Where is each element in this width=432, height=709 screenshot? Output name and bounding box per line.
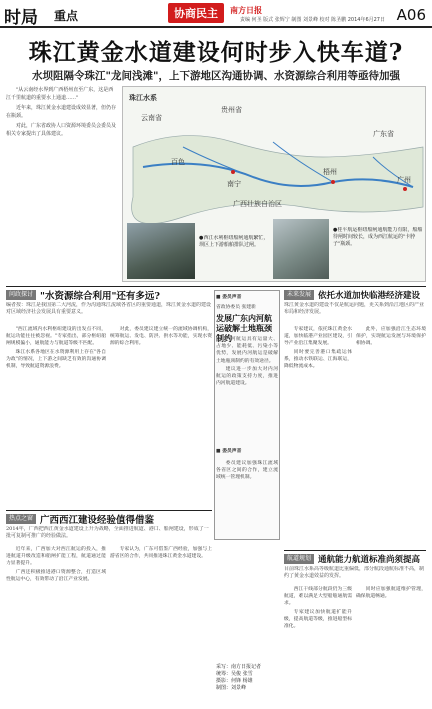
section4-body-col1: [284, 586, 352, 704]
body-paragraph: 广西还积极推进港口资源整合，打造区域性航运中心，有效带动了沿江产业发展。: [6, 569, 106, 582]
dam-photo: [127, 223, 195, 279]
section2-title: 广西西江建设经验值得借鉴: [40, 514, 155, 526]
section2-intro: 2014年，广西把西江黄金水道建设上升为战略，全面推进航道、港口、船闸建设，形成了一批可复制可推广的经验做法。: [6, 526, 209, 539]
body-paragraph: 内河航运具有运量大、占地少、能耗低、污染小等优势，发展内河航运是破解土地瓶颈制约的有效途径。: [216, 337, 278, 364]
lead-paragraph: 近年来，珠江黄金水道建设成效显著，但仍存在瓶颈。: [6, 105, 117, 119]
section4-intro: 目前珠江水系高等级航道比重偏低，部分航段通航标准不高，制约了黄金水道效益的发挥。: [284, 566, 425, 579]
main-headline: 珠江黄金水道建设何时步入快车道?: [28, 39, 404, 66]
body-paragraph: 专家建议，依托珠江黄金水道，加快临港产业园区建设，引导产业沿江集聚发展。: [284, 327, 352, 347]
section2-body-col2: [110, 546, 212, 704]
section1-tag: 问政探讨: [6, 290, 36, 300]
photo-caption-left: ●西江水利枢纽船闸通航繁忙，坝区上下游船舶排队过闸。: [199, 235, 269, 248]
map-label-guizhou: 贵州省: [221, 106, 242, 114]
map-legend-title: 珠江水系: [129, 93, 157, 102]
sidebar-body: [216, 336, 278, 444]
body-paragraph: 同时应加强航道维护管理，确保航道畅通。: [356, 587, 426, 600]
section3-title: 依托水道加快临港经济建设: [318, 290, 421, 301]
sidebar-heading: ■ 委员声音: [216, 294, 242, 300]
map-label-baise: 百色: [171, 158, 185, 166]
section2-heading: [6, 513, 154, 524]
section-name: 时局: [4, 8, 38, 28]
section4-body-col2: [356, 586, 426, 704]
lead-paragraph: 对此，广东省政协人口资源环境委员会委员及相关专家提出了具体建议。: [6, 123, 117, 137]
lead-column: [6, 86, 118, 282]
map-label-yunnan: 云南省: [141, 114, 162, 122]
section1-heading: [6, 289, 160, 300]
body-paragraph: 同时要完善港口集疏运体系，推动水铁联运、江海联运，降低物流成本。: [284, 349, 352, 370]
section3-tag: 未来发展: [284, 290, 314, 300]
column-badge: 协商民主: [168, 3, 224, 23]
section1-body-col1: [6, 326, 106, 508]
photo-caption-right: ●桂平航运枢纽船闸通航能力有限，船舶待闸时间较长，成为西江航运的"卡脖子"瓶颈。: [333, 227, 423, 247]
newspaper-logo: 南方日报: [230, 5, 262, 15]
sidebar-heading-2: ■ 委员声音: [216, 448, 242, 454]
page-meta: 责编 何圣 版式 张辉宁 制图 刘景峰 校对 陈圣鹏 2014年6月27日: [240, 17, 385, 23]
section1-title: "水资源综合利用"还有多远?: [40, 290, 160, 302]
credit-line: 采写：南方日报记者: [216, 664, 262, 670]
section1-intro: 编者按：珠江是我国第二大河流，作为沟通珠江流域各省区的重要通道，珠江黄金水道的建设对区域经济社会发展具有重要意义。: [6, 302, 212, 315]
body-paragraph: 西江干线部分航段仍为三级航道，难以满足大型船舶通航需求。: [284, 587, 352, 607]
body-paragraph: 此外，应加强沿江生态环境保护，实现航运发展与环境保护相协调。: [356, 327, 426, 347]
section3-intro: 珠江黄金水道的建设不仅是航运问题，更关系到沿江地区的产业布局和经济发展。: [284, 302, 425, 315]
body-paragraph: 近年来，广西加大对西江航运的投入，推进航道升级改造和船闸扩能工程，航道通过能力显著提升。: [6, 547, 106, 567]
credit-line: 统筹：吴俊 张雪: [216, 671, 253, 677]
credits-block: [216, 664, 282, 704]
body-paragraph: 专家建议加快航道扩能升级，提高航道等级，推进船型标准化。: [284, 609, 352, 630]
main-subhead: 水坝阻隔令珠江"龙间浅滩"，上下游地区沟通协调、水资源综合利用等亟待加强: [32, 70, 400, 82]
map-label-nanning: 南宁: [227, 180, 241, 188]
map-label-guangzhou: 广州: [397, 176, 411, 184]
section3-heading: [284, 289, 420, 300]
map-label-guangxi: 广西壮族自治区: [233, 200, 282, 208]
section4-tag: 航道规划: [284, 554, 314, 564]
body-paragraph: 建议进一步加大对内河航运的政策支持力度，推进内河航道建设。: [216, 366, 278, 387]
credit-line: 摄影：何锋 杨雄: [216, 678, 253, 684]
map-label-guangdong: 广东省: [373, 130, 394, 138]
page-number: A06: [396, 6, 426, 24]
sidebar-title: 发展广东内河航运破解土地瓶颈制约: [216, 313, 272, 343]
divider: [284, 550, 426, 551]
section1-body-col2: [110, 326, 212, 508]
body-paragraph: 对此，委员建议建立统一的流域协调机构，统筹航运、发电、防洪、供水等功能，实现水资源的综合利用。: [110, 327, 212, 347]
sidebar-body-2: [216, 460, 278, 538]
body-paragraph: 专家认为，广东可借鉴广西经验，加强与上游省区的合作，共同推进珠江黄金水道建设。: [110, 547, 212, 560]
lock-photo: [273, 219, 329, 279]
body-paragraph: 委员建议加强珠江流域各省区之间的合作，建立流域统一管理机制。: [216, 461, 278, 481]
body-paragraph: 珠江水系各地区在水资源利用上存在"各自为政"的情况，上下游之间缺乏有效的沟通协调机制，导致航道资源浪费。: [6, 349, 106, 370]
sidebar-byline: 省政协委员 张建新: [216, 305, 256, 310]
section4-heading: [284, 553, 420, 564]
section4-title: 通航能力航道标准尚须提高: [318, 554, 421, 565]
section3-body-col2: [356, 326, 426, 548]
river-map: [122, 86, 426, 282]
map-label-wuzhou: 梧州: [323, 168, 337, 176]
section3-body-col1: [284, 326, 352, 548]
body-paragraph: "西江流域内水利枢纽建设的出发点不同，航运功能往往被忽视。"专家指出，部分枢纽船闸规模偏小，通航能力与航道等级不匹配。: [6, 327, 106, 347]
subsection-name: 重点: [54, 9, 79, 23]
section2-body-col1: [6, 546, 106, 704]
lead-paragraph: "从云南经水界到广西梧州直至广东，这是西江千里航道的重要水上通道……": [6, 87, 114, 101]
section2-tag: 热点之窗: [6, 514, 36, 524]
credit-line: 制图：刘景峰: [216, 685, 247, 691]
page-header: [0, 0, 432, 28]
